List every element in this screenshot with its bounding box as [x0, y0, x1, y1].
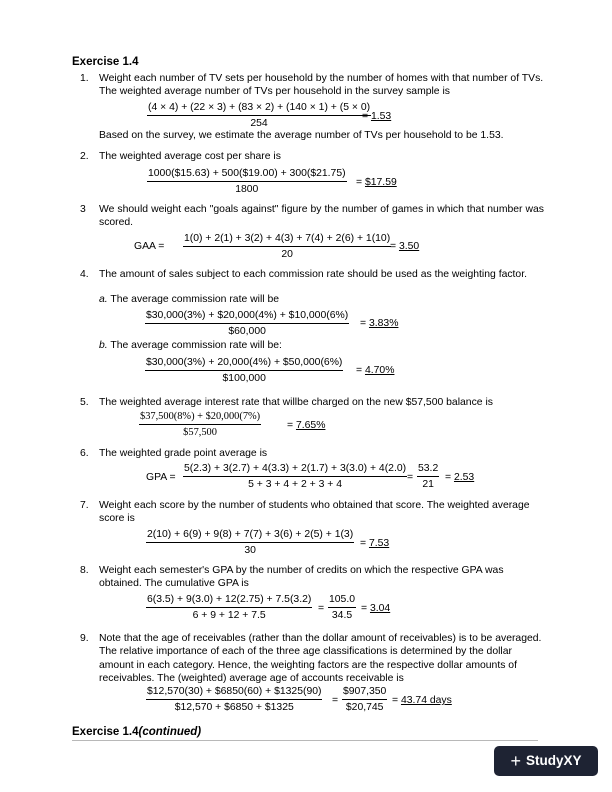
- fraction: [145, 356, 343, 386]
- denominator: 6 + 9 + 12 + 7.5: [192, 610, 266, 622]
- answer: 7.65%: [295, 420, 326, 431]
- item-text: Note that the age of receivables (rather than the dollar amount of receivables) is to be averaged. The relative importance of each of the three age classifications is determined by the dollar amount in each category. Hence, the weighting factors are the respective dollar amounts of receivables. The (weighted) average age of accounts receivable is: [99, 633, 542, 684]
- equation-result: [445, 471, 474, 484]
- continued-heading-title: Exercise 1.4: [72, 726, 139, 738]
- intermediate-fraction: [417, 462, 439, 492]
- item-number: 5.: [80, 397, 89, 408]
- denominator: 1800: [235, 184, 259, 196]
- denominator: 34.5: [331, 610, 353, 622]
- sub-item-b: [99, 339, 282, 352]
- sub-item-label: b.: [99, 340, 108, 351]
- item-text: The weighted average cost per share is: [99, 151, 281, 162]
- item-text: Weight each score by the number of students who obtained that score. The weighted average score is: [99, 500, 530, 525]
- equation-result: [392, 694, 452, 707]
- item-number: 9.: [80, 633, 89, 644]
- fraction: [147, 167, 347, 197]
- equals-sign: =: [362, 111, 369, 122]
- equation-result: [361, 602, 390, 615]
- numerator: 53.2: [417, 462, 439, 477]
- fraction: [139, 410, 261, 440]
- denominator: 21: [422, 479, 434, 491]
- continued-heading: [72, 725, 201, 740]
- equation-result: [356, 176, 397, 189]
- answer: 7.53: [368, 538, 390, 549]
- equals-sign: =: [356, 365, 363, 376]
- fraction: [183, 462, 407, 492]
- denominator: 30: [244, 545, 256, 557]
- denominator: 20: [281, 249, 293, 261]
- item-text: The weighted grade point average is: [99, 448, 268, 459]
- denominator: $100,000: [222, 373, 266, 385]
- logo-text: StudyXY: [525, 753, 582, 769]
- equation-result: [362, 110, 391, 123]
- answer: 4.70%: [364, 365, 395, 376]
- equals-sign: =: [332, 695, 339, 706]
- numerator: 105.0: [328, 593, 356, 608]
- equals-sign: =: [360, 318, 367, 329]
- numerator: $30,000(3%) + 20,000(4%) + $50,000(6%): [145, 356, 343, 371]
- equals-sign: =: [361, 603, 368, 614]
- numerator: $30,000(3%) + $20,000(4%) + $10,000(6%): [145, 309, 349, 324]
- fraction: [146, 528, 354, 558]
- denominator: $12,570 + $6850 + $1325: [174, 702, 294, 714]
- fraction: [183, 232, 391, 262]
- denominator: $20,745: [345, 702, 384, 714]
- plus-icon: +: [510, 751, 521, 771]
- exercise-heading: Exercise 1.4: [72, 56, 139, 68]
- fraction: [147, 101, 371, 131]
- equals-sign: =: [445, 472, 452, 483]
- numerator: (4 × 4) + (22 × 3) + (83 × 2) + (140 × 1) + (5 × 0): [147, 101, 371, 116]
- answer: 3.83%: [368, 318, 399, 329]
- equation-result: [356, 364, 394, 377]
- fraction: [146, 593, 312, 623]
- answer: 3.04: [369, 603, 391, 614]
- sub-item-a: [99, 293, 279, 306]
- answer: 1.53: [370, 111, 392, 122]
- equation-result: [360, 537, 389, 550]
- answer: 2.53: [453, 472, 475, 483]
- answer: 3.50: [398, 241, 420, 252]
- sub-item-text: The average commission rate will be: [110, 294, 280, 305]
- intermediate-fraction: [342, 685, 387, 715]
- item-number: 8.: [80, 565, 89, 576]
- equation-prefix: GPA =: [146, 472, 176, 483]
- item-number: 4.: [80, 269, 89, 280]
- denominator: $60,000: [228, 326, 266, 338]
- equals-sign: =: [392, 695, 399, 706]
- numerator: 5(2.3) + 3(2.7) + 4(3.3) + 2(1.7) + 3(3.0) + 4(2.0): [183, 462, 407, 477]
- item-number: 1.: [80, 73, 89, 84]
- item-conclusion: Based on the survey, we estimate the average number of TVs per household to be 1.53.: [99, 130, 504, 141]
- item-text: Weight each semester's GPA by the number of credits on which the respective GPA was obtained. The cumulative GPA is: [99, 565, 504, 590]
- numerator: $37,500(8%) + $20,000(7%): [139, 410, 261, 425]
- item-number: 2.: [80, 151, 89, 162]
- equals-sign: =: [407, 472, 414, 483]
- denominator: $57,500: [183, 427, 217, 439]
- numerator: $907,350: [342, 685, 387, 700]
- answer: 43.74 days: [400, 695, 452, 706]
- studyxy-logo: [494, 746, 598, 776]
- item-text: The weighted average interest rate that willbe charged on the new $57,500 balance is: [99, 397, 493, 408]
- numerator: $12,570(30) + $6850(60) + $1325(90): [146, 685, 322, 700]
- divider: [72, 740, 538, 741]
- item-number: 3: [80, 204, 86, 215]
- intermediate-fraction: [328, 593, 356, 623]
- equals-sign: =: [356, 177, 363, 188]
- denominator: 5 + 3 + 4 + 2 + 3 + 4: [248, 479, 342, 491]
- equals-sign: =: [360, 538, 367, 549]
- fraction: [146, 685, 322, 715]
- equation-prefix: GAA =: [134, 241, 165, 252]
- numerator: 2(10) + 6(9) + 9(8) + 7(7) + 3(6) + 2(5) + 1(3): [146, 528, 354, 543]
- sub-item-label: a.: [99, 294, 108, 305]
- equation-result: [360, 317, 398, 330]
- answer: $17.59: [364, 177, 397, 188]
- fraction: [145, 309, 349, 339]
- continued-heading-suffix: (continued): [138, 726, 202, 738]
- numerator: 1000($15.63) + 500($19.00) + 300($21.75): [147, 167, 347, 182]
- sub-item-text: The average commission rate will be:: [110, 340, 282, 351]
- item-number: 7.: [80, 500, 89, 511]
- equals-sign: =: [318, 603, 325, 614]
- item-text: Weight each number of TV sets per household by the number of homes with that number of TVs. The weighted average number of TVs per household in the survey sample is: [99, 73, 544, 98]
- item-text: The amount of sales subject to each commission rate should be used as the weighting factor.: [99, 269, 527, 280]
- item-number: 6.: [80, 448, 89, 459]
- equals-sign: =: [390, 241, 397, 252]
- denominator: 254: [250, 118, 268, 130]
- equation-result: [390, 240, 419, 253]
- equals-sign: =: [287, 420, 294, 431]
- item-text: We should weight each "goals against" figure by the number of games in which that number was scored.: [99, 204, 544, 229]
- equation-result: [287, 419, 325, 432]
- numerator: 1(0) + 2(1) + 3(2) + 4(3) + 7(4) + 2(6) + 1(10): [183, 232, 391, 247]
- numerator: 6(3.5) + 9(3.0) + 12(2.75) + 7.5(3.2): [146, 593, 312, 608]
